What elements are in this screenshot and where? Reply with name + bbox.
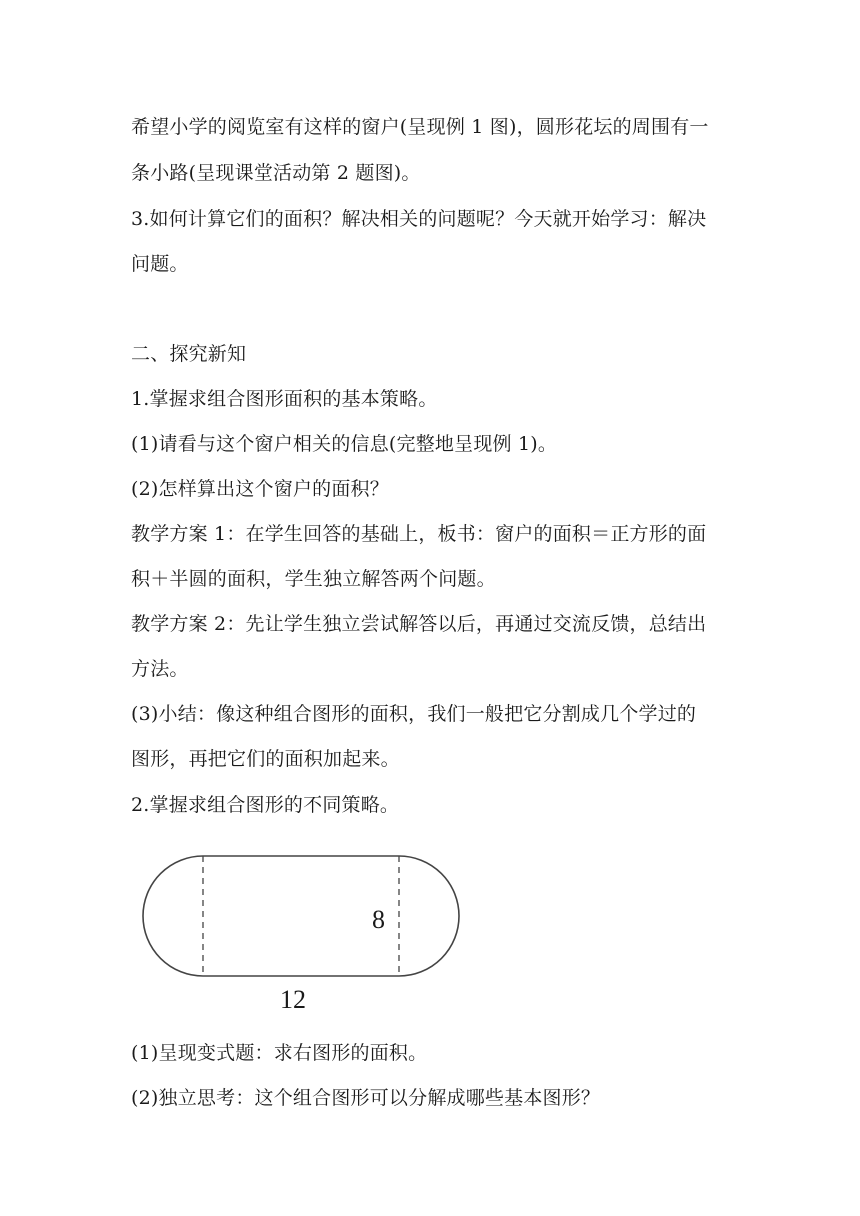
paragraph-line: 3.如何计算它们的面积？解决相关的问题呢？今天就开始学习：解决 <box>131 208 707 230</box>
length-label: 12 <box>280 985 306 1014</box>
paragraph-line: (3)小结：像这种组合图形的面积，我们一般把它分割成几个学过的 <box>131 703 697 725</box>
paragraph-line: 积＋半圆的面积，学生独立解答两个问题。 <box>131 568 496 590</box>
paragraph-line: (2)怎样算出这个窗户的面积？ <box>131 478 389 500</box>
paragraph-line: 2.掌握求组合图形的不同策略。 <box>131 794 400 816</box>
section-heading: 二、探究新知 <box>131 343 247 365</box>
paragraph-line: (1)请看与这个窗户相关的信息(完整地呈现例 1)。 <box>131 433 558 455</box>
paragraph-line: 希望小学的阅览室有这样的窗户(呈现例 1 图)，圆形花坛的周围有一 <box>131 116 709 138</box>
paragraph-line: 1.掌握求组合图形面积的基本策略。 <box>131 388 438 410</box>
stadium-outline <box>143 856 459 976</box>
paragraph-line: 方法。 <box>131 658 189 680</box>
height-label: 8 <box>372 905 385 934</box>
composite-shape-figure <box>140 848 460 1018</box>
paragraph-line: 教学方案 2：先让学生独立尝试解答以后，再通过交流反馈，总结出 <box>131 613 707 635</box>
paragraph-line: 图形，再把它们的面积加起来。 <box>131 748 400 770</box>
paragraph-line: (1)呈现变式题：求右图形的面积。 <box>131 1042 428 1064</box>
paragraph-line: 教学方案 1：在学生回答的基础上，板书：窗户的面积＝正方形的面 <box>131 523 707 545</box>
paragraph-line: (2)独立思考：这个组合图形可以分解成哪些基本图形？ <box>131 1087 601 1109</box>
paragraph-line: 条小路(呈现课堂活动第 2 题图)。 <box>131 162 421 184</box>
paragraph-line: 问题。 <box>131 253 189 275</box>
